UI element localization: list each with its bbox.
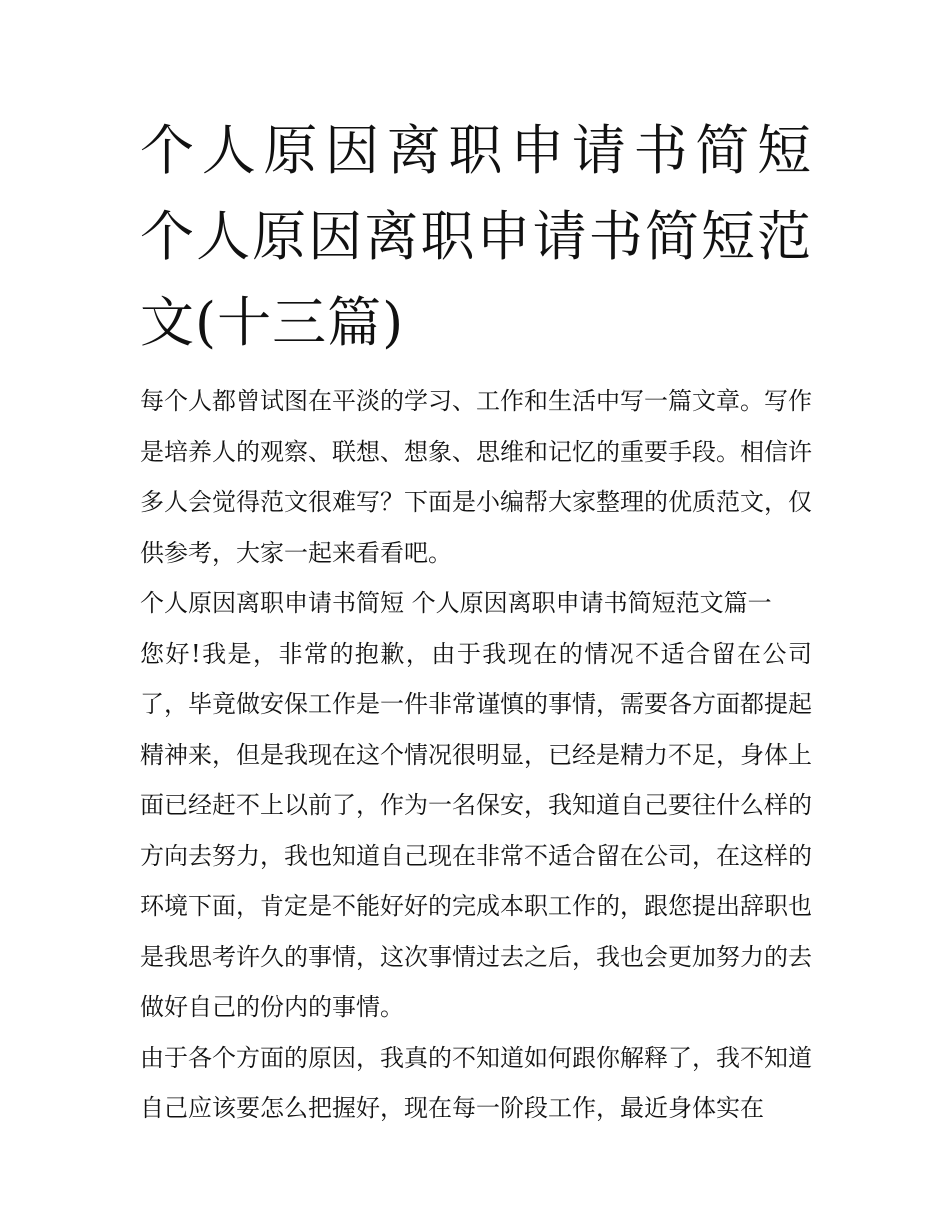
section-heading: 个人原因离职申请书简短 个人原因离职申请书简短范文篇一 xyxy=(140,589,772,617)
document-title: 个人原因离职申请书简短 个人原因离职申请书简短范文(十三篇) xyxy=(140,119,812,354)
body-paragraph: 您好!我是，非常的抱歉，由于我现在的情况不适合留在公司了，毕竟做安保工作是一件非常谨慎的事情，需要各方面都提起精神来，但是我现在这个情况很明显，已经是精力不足，身体上面已经赶不上以前了，作为一名保安，我知道自己要往什么样的方向去努力，我也知道自己现在非常不适合留在公司，在这样的环境下面，肯定是不能好好的完成本职工作的，跟您提出辞职也是我思考许久的事情，这次事情过去之后，我也会更加努力的去做好自己的份内的事情。 xyxy=(140,639,812,1021)
body-paragraph: 由于各个方面的原因，我真的不知道如何跟你解释了，我不知道自己应该要怎么把握好，现在每一阶段工作，最近身体实在 xyxy=(140,1043,812,1122)
document-page xyxy=(140,108,812,1134)
intro-paragraph: 每个人都曾试图在平淡的学习、工作和生活中写一篇文章。写作是培养人的观察、联想、想象、思维和记忆的重要手段。相信许多人会觉得范文很难写？下面是小编帮大家整理的优质范文，仅供参考，大家一起来看看吧。 xyxy=(140,387,812,567)
